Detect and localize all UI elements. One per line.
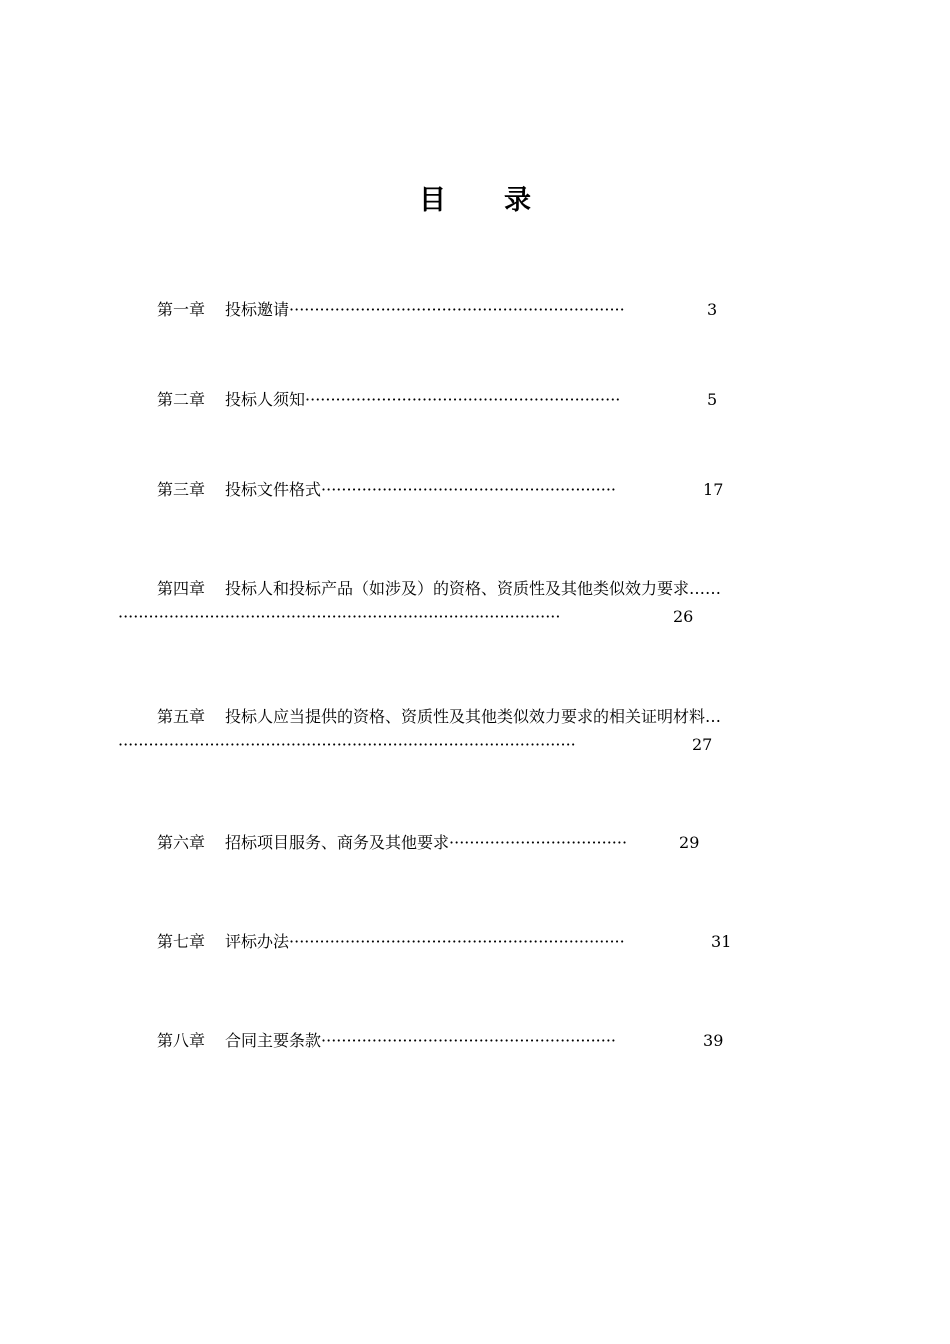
toc-entry[interactable] — [157, 703, 721, 731]
toc-entry-title: 投标文件格式 — [225, 480, 322, 499]
toc-chapter-label: 第四章 — [157, 579, 206, 598]
toc-leader: ·························································· — [321, 480, 617, 499]
toc-leader: ·································································· — [289, 932, 625, 951]
toc-chapter-label: 第八章 — [157, 1031, 206, 1050]
toc-leader: ······················································································· — [118, 607, 561, 626]
toc-page-number: 3 — [707, 300, 718, 319]
toc-entry[interactable] — [157, 296, 717, 324]
toc-chapter-label: 第一章 — [157, 300, 206, 319]
toc-leader: ······························································ — [305, 390, 621, 409]
toc-title — [0, 178, 950, 217]
toc-entry-continuation[interactable] — [118, 731, 712, 759]
toc-entry[interactable] — [157, 1027, 723, 1055]
toc-page-number: 39 — [703, 1031, 724, 1050]
toc-leader: …… — [689, 579, 722, 598]
toc-chapter-label: 第五章 — [157, 707, 206, 726]
toc-leader: ·························································· — [321, 1031, 617, 1050]
toc-entry-title: 合同主要条款 — [225, 1031, 322, 1050]
toc-entry-title: 投标人和投标产品（如涉及）的资格、资质性及其他类似效力要求 — [225, 579, 690, 598]
toc-chapter-label: 第六章 — [157, 833, 206, 852]
toc-leader: ··································· — [449, 833, 628, 852]
toc-page-number: 31 — [711, 932, 732, 951]
toc-entry-title: 投标人应当提供的资格、资质性及其他类似效力要求的相关证明材料 — [225, 707, 706, 726]
toc-entry-title: 投标人须知 — [225, 390, 306, 409]
toc-page-number: 26 — [673, 607, 694, 626]
toc-title-right: 录 — [504, 185, 531, 216]
toc-leader: ·························································································· — [118, 735, 576, 754]
toc-entry[interactable] — [157, 386, 717, 414]
toc-page-number: 27 — [692, 735, 713, 754]
toc-entry-title: 投标邀请 — [225, 300, 290, 319]
toc-chapter-label: 第三章 — [157, 480, 206, 499]
toc-entry[interactable] — [157, 575, 721, 603]
toc-page-number: 29 — [679, 833, 700, 852]
toc-entry[interactable] — [157, 829, 699, 857]
toc-entry-title: 招标项目服务、商务及其他要求 — [225, 833, 450, 852]
toc-entry-continuation[interactable] — [118, 603, 693, 631]
toc-entry-title: 评标办法 — [225, 932, 290, 951]
toc-leader: … — [705, 707, 722, 726]
toc-page-number: 17 — [703, 480, 724, 499]
toc-entry[interactable] — [157, 928, 731, 956]
toc-leader: ·································································· — [289, 300, 625, 319]
toc-entry[interactable] — [157, 476, 723, 504]
toc-title-left: 目 — [419, 185, 446, 216]
toc-chapter-label: 第二章 — [157, 390, 206, 409]
toc-page-number: 5 — [707, 390, 718, 409]
toc-chapter-label: 第七章 — [157, 932, 206, 951]
